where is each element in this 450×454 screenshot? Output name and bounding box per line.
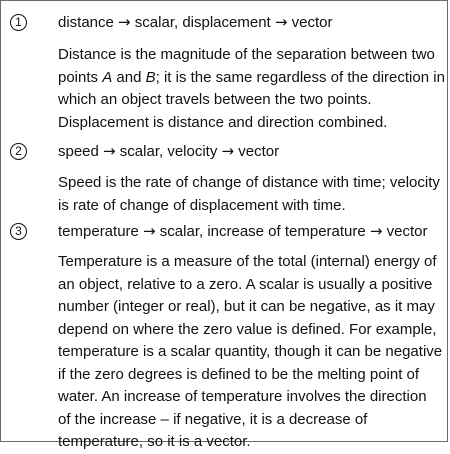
item-body-1 xyxy=(58,44,445,134)
arrow-right-icon: → xyxy=(118,13,131,31)
item-heading-2 xyxy=(58,143,279,160)
body-line: if the zero degrees is defined to be the melting point of xyxy=(58,365,420,383)
heading-term: temperature xyxy=(58,223,139,240)
heading-term: speed xyxy=(58,143,99,160)
item-number-1: 1 xyxy=(10,14,27,31)
arrow-right-icon: → xyxy=(274,13,288,31)
body-line: number (integer or real), but it can be negative, as it may xyxy=(58,298,435,315)
body-line: temperature, so it is a vector. xyxy=(58,433,251,450)
body-line: which an object travels between the two points. xyxy=(58,91,372,108)
item-body-2 xyxy=(58,172,440,217)
arrow-right-icon: → xyxy=(369,222,383,240)
body-line: Speed is the rate of change of distance with time; velocity xyxy=(58,174,440,191)
body-line: temperature is a scalar quantity, though it can be negative xyxy=(58,343,443,360)
body-line: of the increase – if negative, it is a decrease of xyxy=(58,410,368,428)
item-body-3 xyxy=(58,251,443,454)
body-line: depend on where the zero value is defined. For example, xyxy=(58,320,437,338)
body-line: Displacement is distance and direction combined. xyxy=(58,113,388,131)
body-line: an object, relative to a zero. A scalar is usually a positive xyxy=(58,275,433,293)
body-line: water. An increase of temperature involves the direction xyxy=(58,388,427,405)
item-heading-1 xyxy=(58,14,332,31)
heading-term: vector xyxy=(386,223,428,240)
heading-term: distance xyxy=(58,14,114,31)
arrow-right-icon: → xyxy=(143,222,156,240)
arrow-right-icon: → xyxy=(221,142,235,160)
heading-term: scalar, displacement xyxy=(134,14,271,31)
body-line: Temperature is a measure of the total (internal) energy of xyxy=(58,253,437,270)
heading-term: scalar, increase of temperature xyxy=(159,223,366,240)
body-line: Distance is the magnitude of the separation between two xyxy=(58,46,435,63)
body-line: points A and B; it is the same regardless of the direction in xyxy=(58,68,445,86)
item-heading-3 xyxy=(58,223,428,240)
heading-term: vector xyxy=(291,14,333,31)
heading-term: scalar, velocity xyxy=(119,143,218,160)
item-number-2: 2 xyxy=(10,143,27,160)
heading-term: vector xyxy=(238,143,280,160)
item-number-3: 3 xyxy=(10,223,27,240)
arrow-right-icon: → xyxy=(103,142,116,160)
body-line: is rate of change of displacement with time. xyxy=(58,196,346,214)
